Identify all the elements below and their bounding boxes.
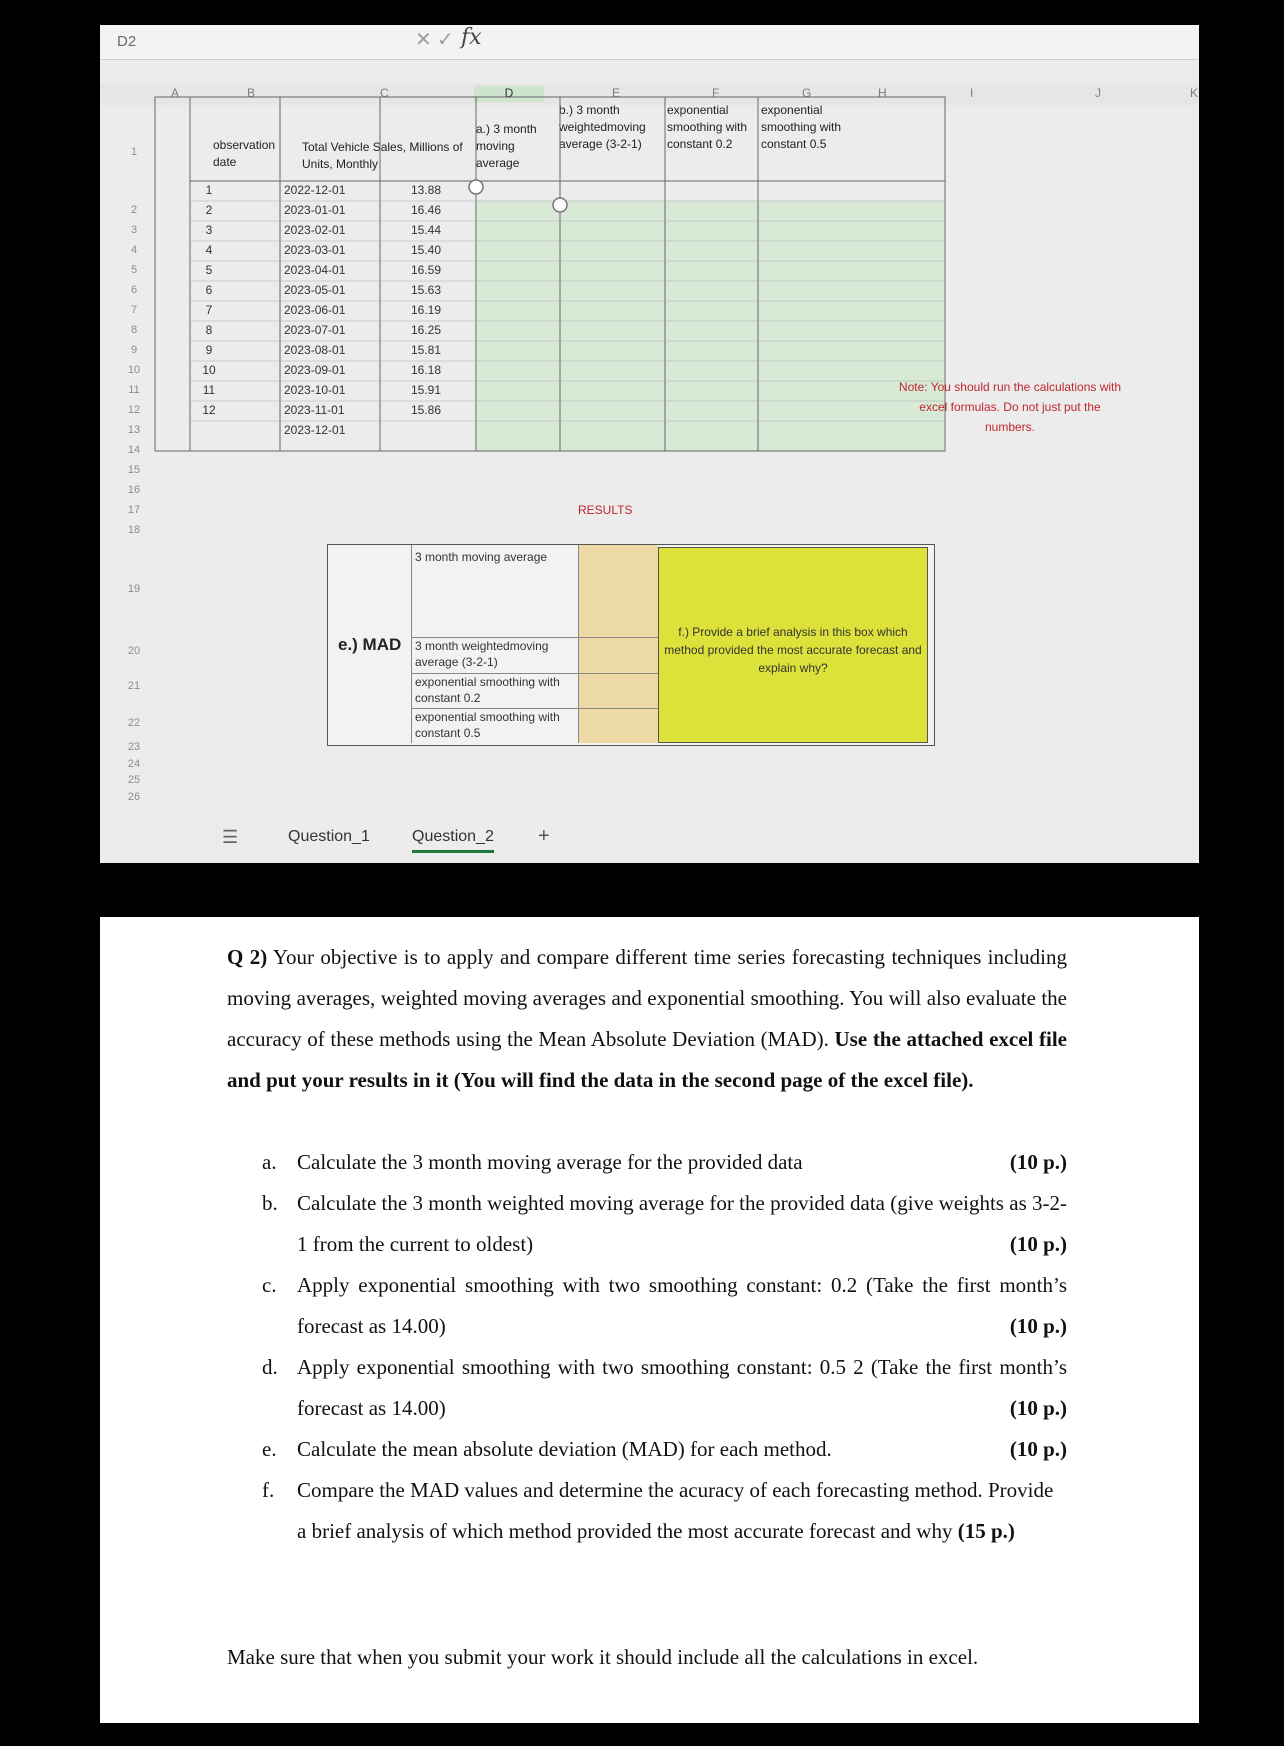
- forecast-area[interactable]: [476, 201, 944, 451]
- list-item: e. Calculate the mean absolute deviation (MAD) for each method. (10 p.): [262, 1437, 1067, 1461]
- row-numbers: [100, 105, 150, 825]
- header-exp-smoothing-0-2[interactable]: exponential smoothing with constant 0.2: [667, 103, 748, 151]
- row-number[interactable]: 9: [130, 344, 138, 356]
- row-number[interactable]: 8: [130, 324, 138, 336]
- sales-cell[interactable]: 16.46: [410, 203, 442, 217]
- column-i[interactable]: I: [970, 86, 974, 100]
- mad-method-exp-0-2: exponential smoothing with constant 0.2: [415, 675, 560, 705]
- list-item: b. Calculate the 3 month weighted moving average for the provided data (give weights as 3-2-1 from the current to oldest) (10 p.): [262, 1191, 1067, 1256]
- row-number[interactable]: 23: [127, 741, 141, 753]
- date-cell[interactable]: 2023-08-01: [284, 343, 346, 357]
- sales-cell[interactable]: 16.19: [410, 303, 442, 317]
- note-text: Note: You should run the calculations with excel formulas. Do not just put the numbers.: [898, 380, 1122, 434]
- row-number[interactable]: 10: [127, 364, 141, 376]
- row-number[interactable]: 15: [127, 464, 141, 476]
- intro-paragraph: [227, 937, 1067, 1101]
- sheet-tabs-bar: [100, 815, 1199, 863]
- row-index-cell[interactable]: 9: [205, 343, 213, 357]
- mad-method-moving-average: 3 month moving average: [415, 550, 548, 564]
- row-number[interactable]: 25: [127, 774, 141, 786]
- row-index-cell[interactable]: 12: [202, 403, 216, 417]
- row-index-cell[interactable]: 10: [202, 363, 216, 377]
- row-number[interactable]: 11: [128, 384, 140, 396]
- row-index-cell[interactable]: 5: [205, 263, 213, 277]
- row-number[interactable]: 19: [127, 583, 141, 595]
- list-item: f. Compare the MAD values and determine the acuracy of each forecasting method. Provide a brief analysis of which method provided the most accurate forecast and why (15 p.): [262, 1478, 1054, 1543]
- intro-instruction: Use the attached excel file and put your results in it (You will find the data in the second page of the excel file).: [227, 1027, 1067, 1092]
- sales-cell[interactable]: 15.81: [410, 343, 442, 357]
- list-item: c. Apply exponential smoothing with two smoothing constant: 0.2 (Take the first month’s forecast as 14.00) (10 p.): [262, 1273, 1067, 1338]
- close-icon[interactable]: ✕: [415, 29, 432, 51]
- header-observation-date[interactable]: observation date: [213, 138, 276, 169]
- sales-cell[interactable]: 16.25: [410, 323, 442, 337]
- row-number[interactable]: 16: [127, 484, 141, 496]
- row-index-cell[interactable]: 6: [205, 283, 213, 297]
- list-item: d. Apply exponential smoothing with two smoothing constant: 0.5 2 (Take the first month’s forecast as 14.00) (10 p.): [262, 1355, 1067, 1420]
- date-cell[interactable]: 2023-06-01: [284, 303, 346, 317]
- sales-cell[interactable]: 13.88: [410, 183, 442, 197]
- row-index-cell[interactable]: 3: [205, 223, 213, 237]
- row-number[interactable]: 22: [127, 717, 141, 729]
- row-number[interactable]: 17: [127, 504, 141, 516]
- excel-window: [100, 25, 1199, 863]
- row-number[interactable]: 13: [127, 424, 141, 436]
- date-cell[interactable]: 2023-01-01: [284, 203, 346, 217]
- row-number[interactable]: 14: [127, 444, 141, 456]
- add-sheet-button[interactable]: +: [538, 825, 550, 847]
- column-f[interactable]: F: [712, 86, 720, 100]
- column-a[interactable]: A: [171, 86, 180, 100]
- column-d[interactable]: D: [474, 86, 544, 102]
- row-index-cell[interactable]: 7: [205, 303, 213, 317]
- formula-bar: [100, 25, 1199, 60]
- fx-icon[interactable]: fx: [461, 25, 482, 50]
- row-number[interactable]: 1: [130, 146, 138, 158]
- row-index-cell[interactable]: 4: [205, 243, 213, 257]
- mad-method-exp-0-5: exponential smoothing with constant 0.5: [415, 710, 560, 740]
- question-number: Q 2): [227, 945, 268, 969]
- column-k[interactable]: K: [1190, 86, 1199, 100]
- row-index-cell[interactable]: 2: [205, 203, 213, 217]
- row-number[interactable]: 18: [127, 524, 141, 536]
- check-icon[interactable]: ✓: [437, 29, 454, 51]
- row-index-cell[interactable]: 11: [202, 383, 216, 397]
- column-e[interactable]: E: [612, 86, 621, 100]
- column-j[interactable]: J: [1095, 86, 1101, 100]
- closing-paragraph: Make sure that when you submit your work it should include all the calculations in excel.: [227, 1645, 979, 1669]
- date-cell[interactable]: 2023-02-01: [284, 223, 346, 237]
- date-cell[interactable]: 2023-07-01: [284, 323, 346, 337]
- date-cell[interactable]: 2023-03-01: [284, 243, 346, 257]
- name-box[interactable]: D2: [117, 33, 137, 50]
- column-h[interactable]: H: [878, 86, 887, 100]
- row-number[interactable]: 5: [130, 264, 138, 276]
- column-b[interactable]: B: [247, 86, 256, 100]
- mad-label: e.) MAD: [338, 635, 402, 654]
- header-exp-smoothing-0-5[interactable]: exponential smoothing with constant 0.5: [761, 103, 842, 151]
- header-total-sales[interactable]: Total Vehicle Sales, Millions of Units, Monthly: [302, 140, 463, 171]
- mad-value-cells[interactable]: [578, 545, 658, 743]
- date-cell[interactable]: 2022-12-01: [284, 183, 346, 197]
- assignment-document: [100, 917, 1199, 1723]
- date-cell[interactable]: 2023-09-01: [284, 363, 346, 377]
- tab-question-1[interactable]: Question_1: [288, 828, 370, 845]
- sales-cell[interactable]: 15.40: [410, 243, 442, 257]
- date-cell[interactable]: 2023-05-01: [284, 283, 346, 297]
- date-cell[interactable]: 2023-11-01: [284, 403, 345, 417]
- list-item: a. Calculate the 3 month moving average for the provided data (10 p.): [262, 1150, 1067, 1174]
- selection-handle: [469, 180, 483, 194]
- date-cell[interactable]: 2023-04-01: [284, 263, 346, 277]
- row-number[interactable]: 4: [130, 244, 138, 256]
- column-g[interactable]: G: [802, 86, 812, 100]
- sales-cell[interactable]: 16.59: [410, 263, 442, 277]
- menu-icon[interactable]: ☰: [222, 827, 239, 847]
- row-number[interactable]: 20: [127, 645, 141, 657]
- row-number[interactable]: 3: [130, 224, 138, 236]
- sales-cell[interactable]: 16.18: [410, 363, 442, 377]
- row-number[interactable]: 21: [127, 680, 141, 692]
- row-number[interactable]: 12: [127, 404, 141, 416]
- header-weighted-average[interactable]: b.) 3 month weightedmoving average (3-2-1): [559, 103, 646, 151]
- date-cell[interactable]: 2023-10-01: [284, 383, 346, 397]
- column-c[interactable]: C: [380, 86, 389, 100]
- row-index-cell[interactable]: 8: [205, 323, 213, 337]
- row-number[interactable]: 6: [130, 284, 138, 296]
- sales-cell[interactable]: 15.91: [410, 383, 442, 397]
- sales-cell[interactable]: 15.63: [410, 283, 442, 297]
- row-number[interactable]: 26: [127, 791, 141, 803]
- results-label: RESULTS: [578, 503, 633, 517]
- row-number[interactable]: 24: [127, 758, 141, 770]
- sales-cell[interactable]: 15.44: [410, 223, 442, 237]
- row-index-cell[interactable]: 1: [205, 183, 213, 197]
- mad-method-weighted-average: 3 month weightedmoving average (3-2-1): [415, 639, 549, 669]
- tab-question-2[interactable]: Question_2: [412, 828, 494, 853]
- sales-cell[interactable]: 15.86: [410, 403, 442, 417]
- intro-text: Your objective is to apply and compare different time series forecasting techniques including moving averages, weighted moving averages and exponential smoothing. You will also evaluate the accuracy of these methods using the Mean Absolute Deviation (MAD).: [227, 945, 1067, 1051]
- formula-icons: [315, 25, 482, 55]
- header-moving-average[interactable]: a.) 3 month moving average: [476, 122, 537, 170]
- row-number[interactable]: 2: [130, 204, 138, 216]
- row-number[interactable]: 7: [130, 304, 138, 316]
- date-cell[interactable]: 2023-12-01: [284, 423, 346, 437]
- analysis-box[interactable]: f.) Provide a brief analysis in this box which method provided the most accurate forecast and explain why?: [658, 547, 928, 743]
